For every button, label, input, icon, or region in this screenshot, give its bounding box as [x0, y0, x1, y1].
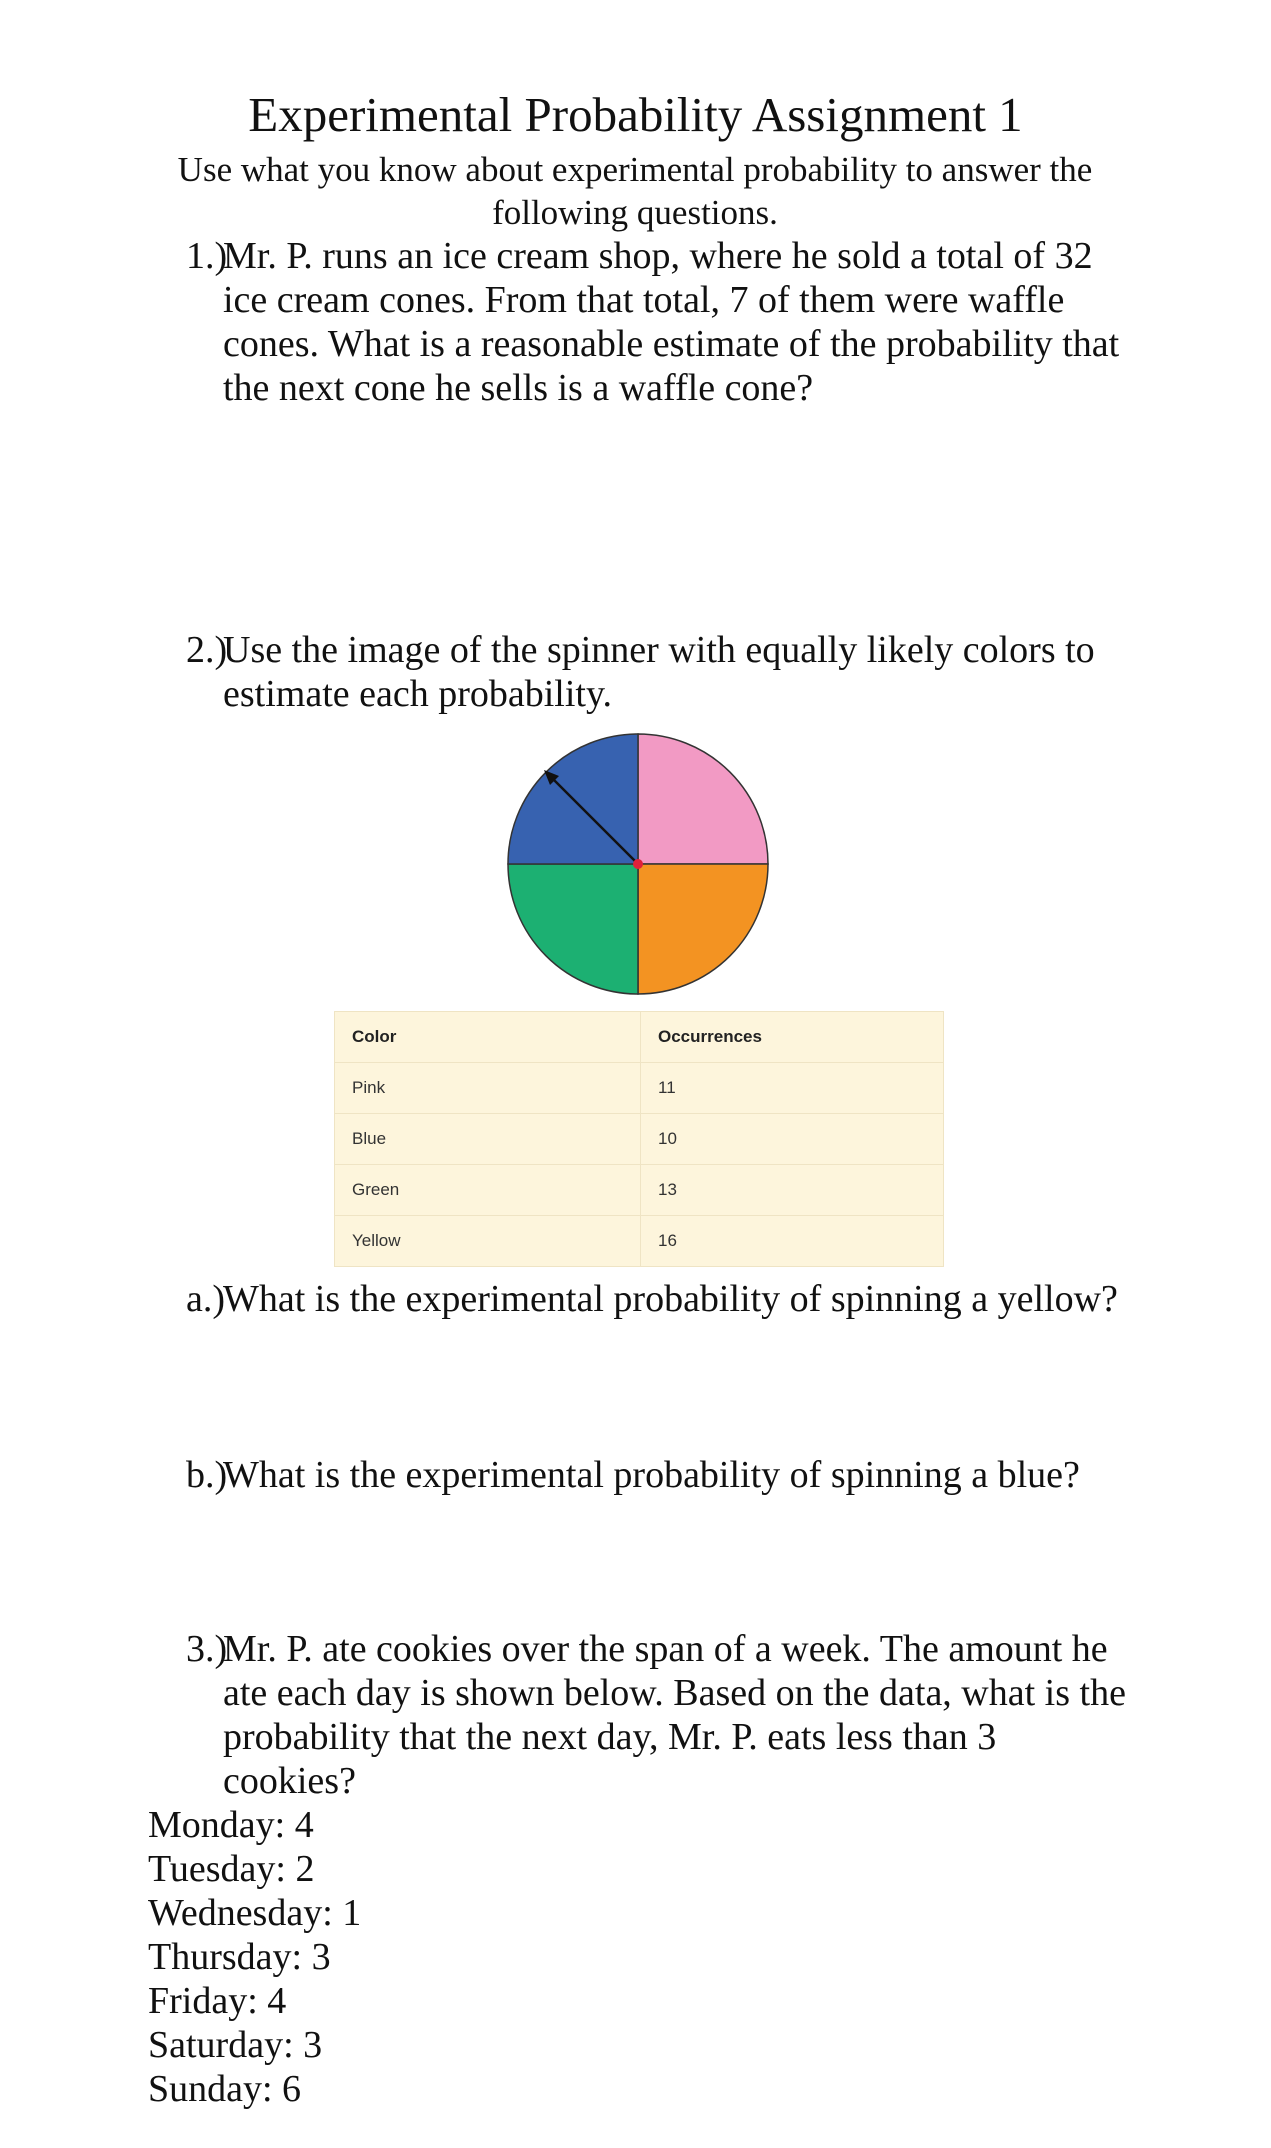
- question-2-number: 2.): [186, 629, 228, 671]
- list-item: Thursday: 3: [148, 1936, 331, 1978]
- table-cell-occurrences: 13: [641, 1165, 944, 1216]
- instructions: Use what you know about experimental probability to answer the following questions.: [177, 150, 1093, 232]
- spinner-sector-pink: [638, 734, 768, 864]
- question-2a-text: What is the experimental probability of spinning a yellow?: [223, 1278, 1118, 1320]
- question-2a: [186, 1277, 1126, 1321]
- table-row: [335, 1165, 944, 1216]
- question-1: [186, 234, 1126, 410]
- table-row: [335, 1114, 944, 1165]
- question-3-number: 3.): [186, 1628, 228, 1670]
- table-cell-occurrences: 10: [641, 1114, 944, 1165]
- question-2b-text: What is the experimental probability of spinning a blue?: [223, 1454, 1080, 1496]
- table-header-row: [335, 1012, 944, 1063]
- question-3: [186, 1627, 1126, 1803]
- list-item: Friday: 4: [148, 1980, 287, 2022]
- list-item: Saturday: 3: [148, 2024, 323, 2066]
- question-1-number: 1.): [186, 235, 228, 277]
- page-title: Experimental Probability Assignment 1: [248, 87, 1023, 142]
- table-cell-color: Blue: [335, 1114, 641, 1165]
- list-item: Tuesday: 2: [148, 1848, 315, 1890]
- table-row: [335, 1063, 944, 1114]
- list-item: Sunday: 6: [148, 2068, 302, 2110]
- table-header-color: Color: [335, 1012, 641, 1063]
- list-item: Monday: 4: [148, 1804, 314, 1846]
- list-item: Wednesday: 1: [148, 1892, 362, 1934]
- spinner-results-table: [334, 1011, 944, 1267]
- question-2: [186, 628, 1126, 716]
- table-row: [335, 1216, 944, 1267]
- spinner-pivot: [633, 859, 643, 869]
- table-cell-occurrences: 16: [641, 1216, 944, 1267]
- spinner-sector-green: [508, 864, 638, 994]
- table-cell-color: Pink: [335, 1063, 641, 1114]
- spinner-sector-orange: [638, 864, 768, 994]
- spinner-image: [506, 732, 770, 996]
- question-1-text: Mr. P. runs an ice cream shop, where he sold a total of 32 ice cream cones. From that total, 7 of them were waffle cones. What is a reasonable estimate of the probability that the next cone he sells is a waffle cone?: [223, 235, 1120, 409]
- table-cell-occurrences: 11: [641, 1063, 944, 1114]
- table-header-occurrences: Occurrences: [641, 1012, 944, 1063]
- question-2-text: Use the image of the spinner with equally likely colors to estimate each probability.: [223, 629, 1095, 715]
- question-2b-number: b.): [186, 1454, 228, 1496]
- table-cell-color: Green: [335, 1165, 641, 1216]
- question-3-text: Mr. P. ate cookies over the span of a week. The amount he ate each day is shown below. Based on the data, what is the probability that the next day, Mr. P. eats less than 3 cookies?: [223, 1628, 1126, 1802]
- table-cell-color: Yellow: [335, 1216, 641, 1267]
- question-2b: [186, 1453, 1126, 1497]
- question-2a-number: a.): [186, 1278, 226, 1320]
- cookie-days-list: [148, 1803, 361, 2111]
